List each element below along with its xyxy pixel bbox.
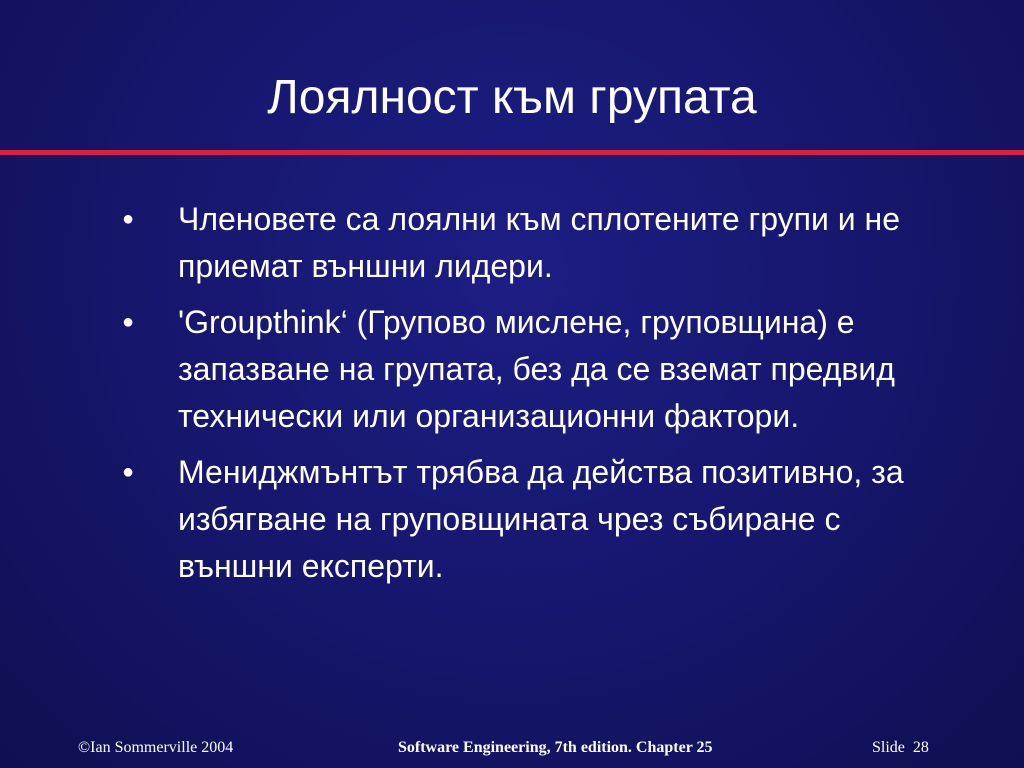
bullet-list [120, 196, 950, 599]
title-divider [0, 150, 1024, 155]
slide-title: Лоялност към групата [267, 71, 757, 124]
footer-copyright: ©Ian Sommerville 2004 [78, 739, 234, 756]
bullet-dot-icon: ● [122, 461, 135, 483]
bullet-item [120, 299, 950, 440]
bullet-text: Членовете са лоялни към сплотените групи и не приемат външни лидери. [178, 201, 900, 284]
bullet-item [120, 449, 950, 590]
bullet-dot-icon: ● [122, 311, 135, 333]
footer-book-title: Software Engineering, 7th edition. Chapter 25 [398, 739, 713, 756]
bullet-dot-icon: ● [122, 208, 135, 230]
footer-slide-number: Slide 28 [872, 739, 929, 756]
bullet-text: 'Groupthink‘ (Групово мислене, груповщина) е запазване на групата, без да се вземат предвид технически или организационни фактори. [178, 304, 895, 434]
bullet-item [120, 196, 950, 290]
bullet-text: Мениджмънтът трябва да действа позитивно, за избягване на груповщината чрез събиране с външни експерти. [178, 454, 904, 584]
